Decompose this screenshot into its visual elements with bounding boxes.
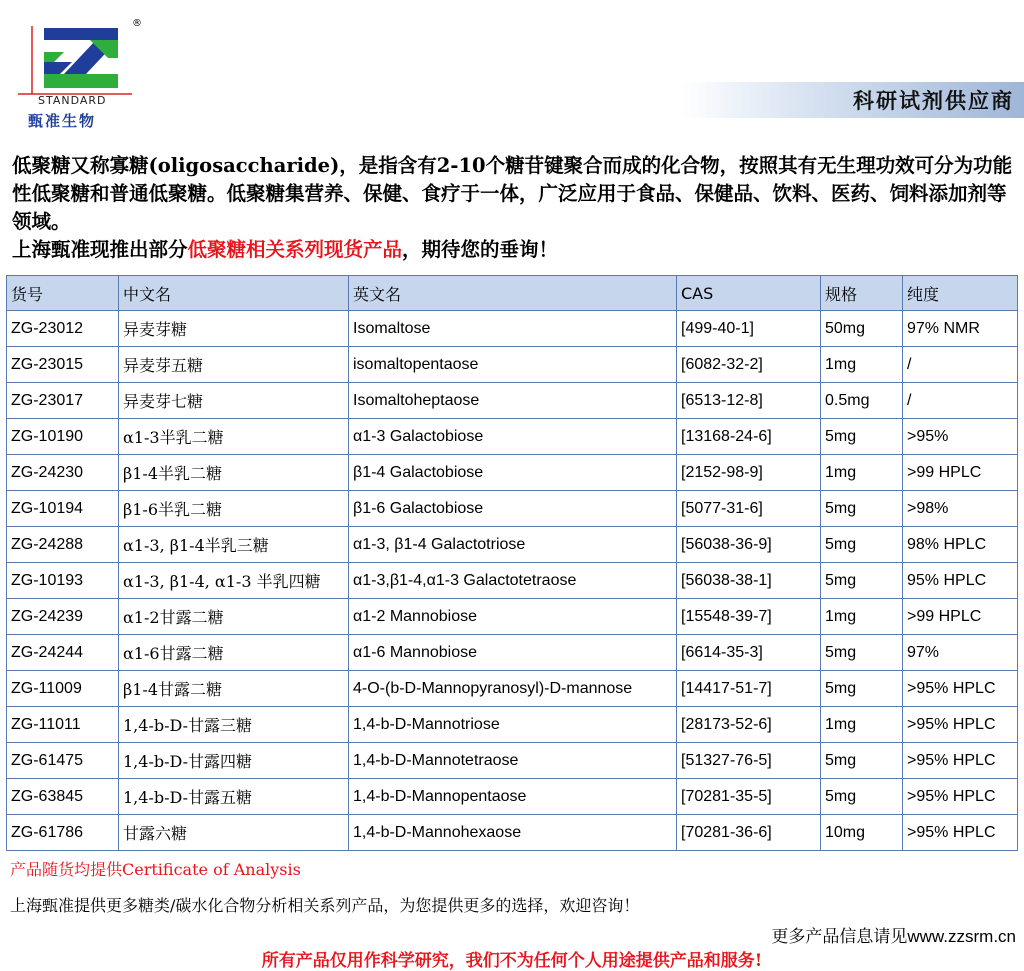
table-row — [7, 815, 1018, 851]
cell-en-name: 1,4-b-D-Mannotriose — [349, 707, 677, 743]
cell-spec: 5mg — [821, 743, 903, 779]
cell-cas: [14417-51-7] — [677, 671, 821, 707]
intro-text — [12, 152, 1016, 264]
table-row — [7, 599, 1018, 635]
table-row — [7, 743, 1018, 779]
cell-en-name: 1,4-b-D-Mannotetraose — [349, 743, 677, 779]
cell-cas: [13168-24-6] — [677, 419, 821, 455]
cell-en-name: β1-6 Galactobiose — [349, 491, 677, 527]
cell-purity: >95% HPLC — [903, 671, 1018, 707]
cell-item-no: ZG-24244 — [7, 635, 119, 671]
cell-spec: 0.5mg — [821, 383, 903, 419]
cell-spec: 5mg — [821, 563, 903, 599]
cell-item-no: ZG-23017 — [7, 383, 119, 419]
website-prefix: 更多产品信息请见 — [771, 927, 908, 947]
website-link[interactable]: www.zzsrm.cn — [907, 927, 1016, 946]
cell-item-no: ZG-24230 — [7, 455, 119, 491]
cell-item-no: ZG-23015 — [7, 347, 119, 383]
cell-purity: >99 HPLC — [903, 599, 1018, 635]
table-row — [7, 383, 1018, 419]
cell-item-no: ZG-61475 — [7, 743, 119, 779]
table-row — [7, 563, 1018, 599]
table-row — [7, 311, 1018, 347]
cell-purity: >95% HPLC — [903, 779, 1018, 815]
cell-item-no: ZG-24288 — [7, 527, 119, 563]
cell-cn-name: α1-3, β1-4半乳三糖 — [119, 527, 349, 563]
cell-item-no: ZG-23012 — [7, 311, 119, 347]
cell-cas: [70281-36-6] — [677, 815, 821, 851]
cell-purity: >99 HPLC — [903, 455, 1018, 491]
table-row — [7, 455, 1018, 491]
cell-spec: 10mg — [821, 815, 903, 851]
cell-purity: 97% — [903, 635, 1018, 671]
cell-cn-name: 甘露六糖 — [119, 815, 349, 851]
intro-offer-line — [12, 236, 1016, 264]
cell-cas: [5077-31-6] — [677, 491, 821, 527]
cell-cn-name: 异麦芽糖 — [119, 311, 349, 347]
cell-en-name: Isomaltose — [349, 311, 677, 347]
table-row — [7, 527, 1018, 563]
cell-item-no: ZG-10190 — [7, 419, 119, 455]
offer-highlight: 低聚糖相关系列现货产品 — [187, 238, 403, 261]
cell-spec: 5mg — [821, 635, 903, 671]
cell-purity: 97% NMR — [903, 311, 1018, 347]
cell-spec: 50mg — [821, 311, 903, 347]
cell-purity: / — [903, 347, 1018, 383]
cell-purity: >95% HPLC — [903, 743, 1018, 779]
cell-cn-name: α1-3, β1-4, α1-3 半乳四糖 — [119, 563, 349, 599]
coa-note: 产品随货均提供Certificate of Analysis — [10, 860, 301, 879]
cell-en-name: α1-6 Mannobiose — [349, 635, 677, 671]
cell-spec: 5mg — [821, 419, 903, 455]
cell-cas: [56038-38-1] — [677, 563, 821, 599]
cell-cas: [15548-39-7] — [677, 599, 821, 635]
disclaimer: 所有产品仅用作科学研究，我们不为任何个人用途提供产品和服务! — [261, 951, 763, 971]
header-en-name: 英文名 — [349, 276, 677, 311]
cell-purity: 98% HPLC — [903, 527, 1018, 563]
intro-paragraph: 低聚糖又称寡糖(oligosaccharide)，是指含有2-10个糖苷键聚合而成的化合物，按照其有无生理功效可分为功能性低聚糖和普通低聚糖。低聚糖集营养、保健、食疗于一体，广泛应用于食品、保健品、饮料、医药、饲料添加剂等领域。 — [12, 154, 1013, 233]
cell-spec: 1mg — [821, 707, 903, 743]
cell-item-no: ZG-63845 — [7, 779, 119, 815]
zz-logo-icon — [14, 18, 134, 98]
website-line — [771, 922, 1016, 947]
brand-name-en: STANDARD — [38, 94, 107, 107]
header-cn-name: 中文名 — [119, 276, 349, 311]
cell-en-name: α1-3, β1-4 Galactotriose — [349, 527, 677, 563]
cell-cas: [28173-52-6] — [677, 707, 821, 743]
cell-cn-name: β1-4甘露二糖 — [119, 671, 349, 707]
cell-cn-name: α1-2甘露二糖 — [119, 599, 349, 635]
cell-cn-name: α1-3半乳二糖 — [119, 419, 349, 455]
table-body — [7, 311, 1018, 851]
table-row — [7, 779, 1018, 815]
table-header — [7, 276, 1018, 311]
cell-cas: [2152-98-9] — [677, 455, 821, 491]
cell-cas: [6513-12-8] — [677, 383, 821, 419]
cell-item-no: ZG-10194 — [7, 491, 119, 527]
cell-cas: [56038-36-9] — [677, 527, 821, 563]
brand-name-cn: 甄准生物 — [28, 112, 97, 130]
offer-prefix: 上海甄准现推出部分 — [12, 238, 188, 261]
cell-cn-name: 1,4-b-D-甘露五糖 — [119, 779, 349, 815]
cell-purity: >95% HPLC — [903, 707, 1018, 743]
cell-purity: >98% — [903, 491, 1018, 527]
cell-spec: 5mg — [821, 491, 903, 527]
cell-en-name: β1-4 Galactobiose — [349, 455, 677, 491]
cell-item-no: ZG-61786 — [7, 815, 119, 851]
cell-item-no: ZG-11009 — [7, 671, 119, 707]
cell-cas: [70281-35-5] — [677, 779, 821, 815]
offer-suffix: ，期待您的垂询！ — [402, 238, 559, 261]
cell-spec: 5mg — [821, 779, 903, 815]
table-row — [7, 671, 1018, 707]
table-row — [7, 635, 1018, 671]
table-row — [7, 419, 1018, 455]
cell-en-name: α1-2 Mannobiose — [349, 599, 677, 635]
cell-cn-name: 1,4-b-D-甘露三糖 — [119, 707, 349, 743]
cell-en-name: α1-3 Galactobiose — [349, 419, 677, 455]
header-spec: 规格 — [821, 276, 903, 311]
more-products-note: 上海甄准提供更多糖类/碳水化合物分析相关系列产品，为您提供更多的选择，欢迎咨询！ — [10, 896, 640, 915]
cell-item-no: ZG-10193 — [7, 563, 119, 599]
cell-cas: [51327-76-5] — [677, 743, 821, 779]
cell-spec: 5mg — [821, 671, 903, 707]
table-header-row — [7, 276, 1018, 311]
cell-spec: 1mg — [821, 347, 903, 383]
cell-spec: 1mg — [821, 599, 903, 635]
table-row — [7, 347, 1018, 383]
cell-en-name: Isomaltoheptaose — [349, 383, 677, 419]
cell-purity: >95% — [903, 419, 1018, 455]
cell-en-name: isomaltopentaose — [349, 347, 677, 383]
cell-item-no: ZG-11011 — [7, 707, 119, 743]
cell-item-no: ZG-24239 — [7, 599, 119, 635]
cell-en-name: 4-O-(b-D-Mannopyranosyl)-D-mannose — [349, 671, 677, 707]
cell-cn-name: 异麦芽五糖 — [119, 347, 349, 383]
table-row — [7, 491, 1018, 527]
cell-en-name: 1,4-b-D-Mannopentaose — [349, 779, 677, 815]
brand-logo — [14, 18, 144, 130]
cell-spec: 1mg — [821, 455, 903, 491]
registered-mark: ® — [132, 18, 142, 29]
cell-cn-name: 异麦芽七糖 — [119, 383, 349, 419]
header-item-no: 货号 — [7, 276, 119, 311]
cell-cas: [6614-35-3] — [677, 635, 821, 671]
header-banner — [680, 82, 1024, 118]
cell-purity: / — [903, 383, 1018, 419]
cell-en-name: α1-3,β1-4,α1-3 Galactotetraose — [349, 563, 677, 599]
cell-spec: 5mg — [821, 527, 903, 563]
banner-title: 科研试剂供应商 — [853, 88, 1014, 113]
cell-cas: [499-40-1] — [677, 311, 821, 347]
cell-cn-name: 1,4-b-D-甘露四糖 — [119, 743, 349, 779]
table-row — [7, 707, 1018, 743]
cell-cn-name: β1-6半乳二糖 — [119, 491, 349, 527]
cell-en-name: 1,4-b-D-Mannohexaose — [349, 815, 677, 851]
cell-cn-name: α1-6甘露二糖 — [119, 635, 349, 671]
header-purity: 纯度 — [903, 276, 1018, 311]
cell-cas: [6082-32-2] — [677, 347, 821, 383]
cell-purity: >95% HPLC — [903, 815, 1018, 851]
header-cas: CAS — [677, 276, 821, 311]
cell-purity: 95% HPLC — [903, 563, 1018, 599]
product-table — [6, 275, 1018, 851]
cell-cn-name: β1-4半乳二糖 — [119, 455, 349, 491]
